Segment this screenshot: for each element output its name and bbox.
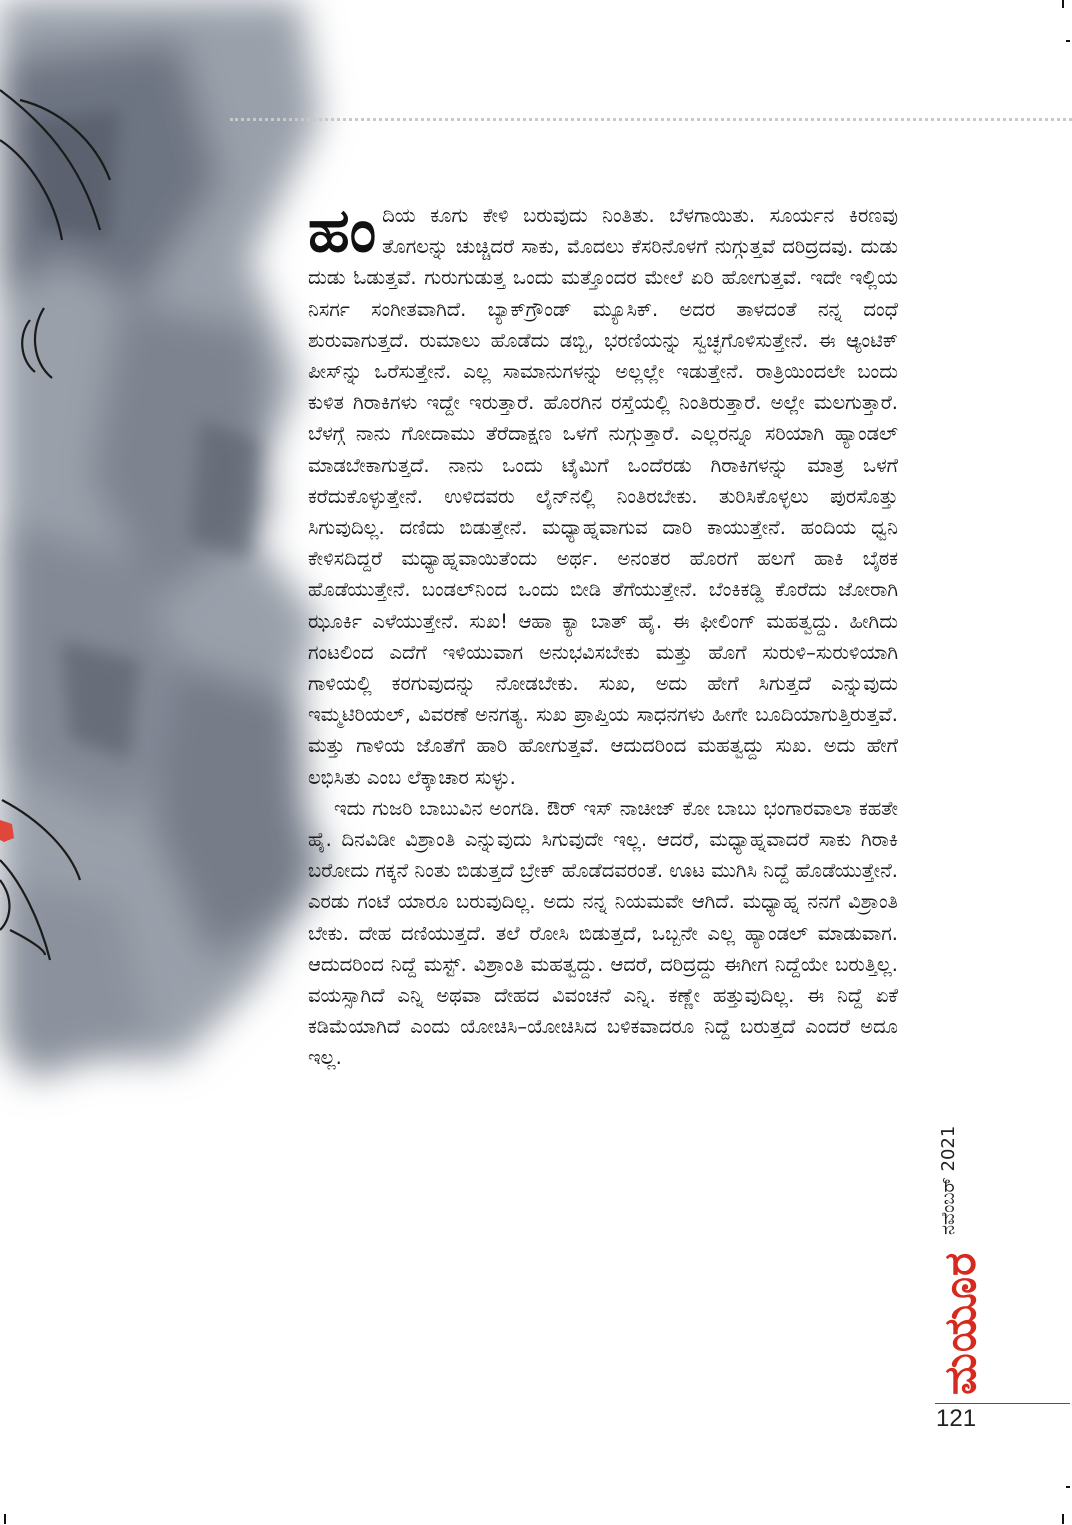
article-paragraph-2: ಇದು ಗುಜರಿ ಬಾಬುವಿನ ಅಂಗಡಿ. ಔರ್ ಇಸ್ ನಾಚೀಜ್ ಕೋ ಬಾಬು ಭಂಗಾರವಾಲಾ ಕಹತೇ ಹೈ. ದಿನವಿಡೀ ವಿಶ್ರಾಂತಿ ಎನ್ನುವುದು ಸಿಗುವುದೇ ಇಲ್ಲ. ಆದರೆ, ಮಧ್ಯಾಹ್ನವಾದರೆ ಸಾಕು ಗಿರಾಕಿ ಬರೋದು ಗಕ್ಕನೆ ನಿಂತು ಬಿಡುತ್ತದೆ ಬ್ರೇಕ್ ಹೊಡೆದವರಂತೆ. ಊಟ ಮುಗಿಸಿ ನಿದ್ದೆ ಹೊಡೆಯುತ್ತೇನೆ. ಎರಡು ಗಂಟೆ ಯಾರೂ ಬರುವುದಿಲ್ಲ. ಅದು ನನ್ನ ನಿಯಮವೇ ಆಗಿದೆ. ಮಧ್ಯಾಹ್ನ ನನಗೆ ವಿಶ್ರಾಂತಿ ಬೇಕು. ದೇಹ ದಣಿಯುತ್ತದೆ. ತಲೆ ರೋಸಿ ಬಿಡುತ್ತದೆ, ಒಬ್ಬನೇ ಎಲ್ಲ ಹ್ಯಾಂಡಲ್ ಮಾಡುವಾಗ. ಆದುದರಿಂದ ನಿದ್ದೆ ಮಸ್ಟ್. ವಿಶ್ರಾಂತಿ ಮಹತ್ವದ್ದು. ಆದರೆ, ದರಿದ್ರದ್ದು ಈಗೀಗ ನಿದ್ದೆಯೇ ಬರುತ್ತಿಲ್ಲ. ವಯಸ್ಸಾಗಿದೆ ಎನ್ನಿ ಅಥವಾ ದೇಹದ ವಿವಂಚನೆ ಎನ್ನಿ. ಕಣ್ಣೇ ಹತ್ತುವುದಿಲ್ಲ. ಈ ನಿದ್ದೆ ಏಕೆ ಕಡಿಮೆಯಾಗಿದೆ ಎಂದು ಯೋಚಿಸಿ–ಯೋಚಿಸಿದ ಬಳಿಕವಾದರೂ ನಿದ್ದೆ ಬರುತ್ತದೆ ಎಂದರೆ ಅದೂ ಇಲ್ಲ. — [308, 796, 898, 1070]
drop-cap: ಹಂ — [308, 196, 377, 266]
page-number: 121 — [936, 1405, 977, 1432]
crop-mark-top-right — [1062, 0, 1064, 8]
article-body — [308, 196, 898, 1074]
crop-mark-bottom-right — [1062, 1514, 1064, 1524]
magazine-brand: ಮಯೂರ — [935, 1251, 986, 1395]
article-paragraph-1 — [308, 196, 898, 793]
crop-mark-right-lower — [1066, 1486, 1070, 1488]
crop-mark-bottom-left — [4, 1514, 6, 1524]
crop-mark-right-upper — [1066, 40, 1070, 42]
dotted-divider — [230, 118, 1072, 121]
issue-date: ನವೆಂಬರ್ 2021 — [938, 1125, 959, 1235]
paragraph-text: ದಿಯ ಕೂಗು ಕೇಳಿ ಬರುವುದು ನಿಂತಿತು. ಬೆಳಗಾಯಿತು. ಸೂರ್ಯನ ಕಿರಣವು ತೊಗಲನ್ನು ಚುಚ್ಚಿದರೆ ಸಾಕು, ಮೊದಲು ಕೆಸರಿನೊಳಗೆ ನುಗ್ಗುತ್ತವೆ ದರಿದ್ರದವು. ದುಡು ದುಡು ಓಡುತ್ತವೆ. ಗುರುಗುಡುತ್ತ ಒಂದು ಮತ್ತೊಂದರ ಮೇಲೆ ಏರಿ ಹೋಗುತ್ತವೆ. ಇದೇ ಇಲ್ಲಿಯ ನಿಸರ್ಗ ಸಂಗೀತವಾಗಿದೆ. ಬ್ಯಾಕ್‌ಗ್ರೌಂಡ್ ಮ್ಯೂಸಿಕ್. ಅದರ ತಾಳದಂತೆ ನನ್ನ ದಂಧೆ ಶುರುವಾಗುತ್ತದೆ. ರುಮಾಲು ಹೊಡೆದು ಡಬ್ಬಿ, ಭರಣಿಯನ್ನು ಸ್ವಚ್ಛಗೊಳಿಸುತ್ತೇನೆ. ಈ ಆ್ಯಂಟಿಕ್ ಪೀಸ್‌ನ್ನು ಒರೆಸುತ್ತೇನೆ. ಎಲ್ಲ ಸಾಮಾನುಗಳನ್ನು ಅಲ್ಲಲ್ಲೇ ಇಡುತ್ತೇನೆ. ರಾತ್ರಿಯಿಂದಲೇ ಬಂದು ಕುಳಿತ ಗಿರಾಕಿಗಳು ಇದ್ದೇ ಇರುತ್ತಾರೆ. ಹೊರಗಿನ ರಸ್ತೆಯಲ್ಲಿ ನಿಂತಿರುತ್ತಾರೆ. ಅಲ್ಲೇ ಮಲಗುತ್ತಾರೆ. ಬೆಳಗ್ಗೆ ನಾನು ಗೋದಾಮು ತೆರೆದಾಕ್ಷಣ ಒಳಗೆ ನುಗ್ಗುತ್ತಾರೆ. ಎಲ್ಲರನ್ನೂ ಸರಿಯಾಗಿ ಹ್ಯಾಂಡಲ್ ಮಾಡಬೇಕಾಗುತ್ತದೆ. ನಾನು ಒಂದು ಟೈಮಿಗೆ ಒಂದೆರಡು ಗಿರಾಕಿಗಳನ್ನು ಮಾತ್ರ ಒಳಗೆ ಕರೆದುಕೊಳ್ಳುತ್ತೇನೆ. ಉಳಿದವರು ಲೈನ್‌ನಲ್ಲಿ ನಿಂತಿರಬೇಕು. ತುರಿಸಿಕೊಳ್ಳಲು ಪುರಸೊತ್ತು ಸಿಗುವುದಿಲ್ಲ. ದಣಿದು ಬಿಡುತ್ತೇನೆ. ಮಧ್ಯಾಹ್ನವಾಗುವ ದಾರಿ ಕಾಯುತ್ತೇನೆ. ಹಂದಿಯ ಧ್ವನಿ ಕೇಳಿಸದಿದ್ದರೆ ಮಧ್ಯಾಹ್ನವಾಯಿತೆಂದು ಅರ್ಥ. ಅನಂತರ ಹೊರಗೆ ಹಲಗೆ ಹಾಕಿ ಬೈಠಕ ಹೊಡೆಯುತ್ತೇನೆ. ಬಂಡಲ್‌ನಿಂದ ಒಂದು ಬೀಡಿ ತೆಗೆಯುತ್ತೇನೆ. ಬೆಂಕಿಕಡ್ಡಿ ಕೊರೆದು ಜೋರಾಗಿ ಝೂರ್ಕಿ ಎಳೆಯುತ್ತೇನೆ. ಸುಖ! ಆಹಾ ಕ್ಯಾ ಬಾತ್ ಹೈ. ಈ ಫೀಲಿಂಗ್ ಮಹತ್ವದ್ದು. ಹೀಗಿದು ಗಂಟಲಿಂದ ಎದೆಗೆ ಇಳಿಯುವಾಗ ಅನುಭವಿಸಬೇಕು ಮತ್ತು ಹೊಗೆ ಸುರುಳಿ–ಸುರುಳಿಯಾಗಿ ಗಾಳಿಯಲ್ಲಿ ಕರಗುವುದನ್ನು ನೋಡಬೇಕು. ಸುಖ, ಅದು ಹೇಗೆ ಸಿಗುತ್ತದೆ ಎನ್ನುವುದು ಇಮ್ಮಟಿರಿಯಲ್, ವಿವರಣೆ ಅನಗತ್ಯ. ಸುಖ ಪ್ರಾಪ್ತಿಯ ಸಾಧನಗಳು ಹೀಗೇ ಬೂದಿಯಾಗುತ್ತಿರುತ್ತವೆ. ಮತ್ತು ಗಾಳಿಯ ಜೊತೆಗೆ ಹಾರಿ ಹೋಗುತ್ತವೆ. ಆದುದರಿಂದ ಮಹತ್ವದ್ದು ಸುಖ. ಅದು ಹೇಗೆ ಲಭಿಸಿತು ಎಂಬ ಲೆಕ್ಕಾಚಾರ ಸುಳ್ಳು. — [308, 204, 898, 789]
footer-rule — [935, 1403, 1070, 1404]
